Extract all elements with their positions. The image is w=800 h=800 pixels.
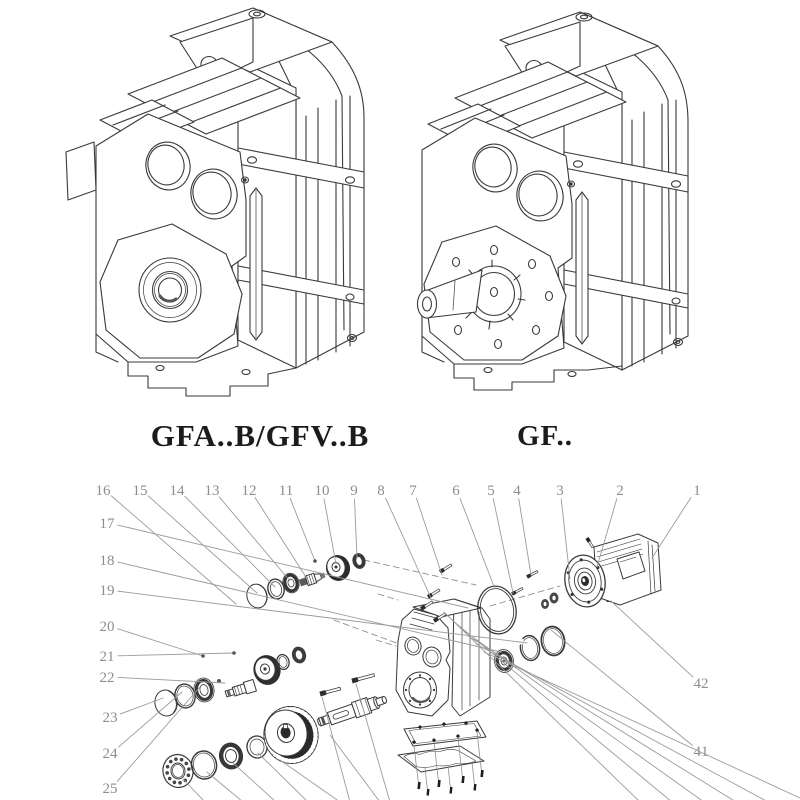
leader-line-1 [652, 498, 691, 558]
part-number-25: 25 [102, 781, 118, 797]
part-number-41: 41 [693, 744, 709, 760]
shaft-bolt-2 [351, 673, 374, 684]
shaft-bolt-1 [319, 686, 341, 696]
leader-line-11 [290, 498, 315, 561]
leader-line-6 [460, 498, 495, 589]
part-number-21: 21 [99, 649, 115, 665]
leader-line-41 [551, 630, 692, 745]
oil-seal [217, 741, 245, 772]
leader-line-20 [117, 629, 203, 656]
output-shaft-assembly [160, 673, 388, 790]
part-number-7: 7 [409, 483, 417, 499]
leader-line-21 [118, 653, 234, 656]
part-number-19: 19 [99, 583, 115, 599]
o-ring [539, 625, 567, 658]
gearbox-isometric-gf [418, 12, 689, 390]
part-number-3: 3 [556, 483, 564, 499]
input-shaft-assembly [244, 552, 367, 611]
leader-line-4 [519, 499, 531, 575]
leader-line-3 [561, 499, 570, 579]
part-number-10: 10 [314, 483, 330, 499]
part-number-14: 14 [169, 483, 185, 499]
model-label-gf: GF.. [516, 420, 574, 452]
part-number-13: 13 [204, 483, 220, 499]
part-number-12: 12 [241, 483, 257, 499]
spacer-ring [351, 552, 368, 571]
leader-line-5 [493, 499, 513, 593]
part-number-16: 16 [95, 483, 111, 499]
part-number-2: 2 [616, 483, 624, 499]
part-number-24: 24 [102, 746, 118, 762]
ball-bearing [160, 752, 195, 790]
part-number-11: 11 [278, 483, 294, 499]
intermediate-shaft [224, 679, 256, 699]
leader-arrow-dot-20 [201, 654, 205, 658]
part-number-9: 9 [350, 483, 358, 499]
leader-line-23 [120, 698, 163, 714]
output-helical-gear [258, 701, 324, 769]
model-label-gfab: GFA..B/GFV..B [150, 418, 370, 453]
gasket-and-pan [398, 721, 486, 796]
part-number-5: 5 [487, 483, 495, 499]
leader-line-42 [611, 601, 693, 677]
leader-line-16 [111, 496, 236, 604]
part-number-8: 8 [377, 483, 385, 499]
leader-line-25 [117, 687, 200, 781]
part-number-1: 1 [693, 483, 701, 499]
part-number-4: 4 [513, 483, 521, 499]
offpage-leader-lines [183, 612, 800, 800]
leader-line-9 [354, 499, 357, 558]
leader-arrow-dot-21 [232, 651, 236, 655]
part-number-17: 17 [99, 516, 115, 532]
part-number-22: 22 [99, 670, 115, 686]
part-number-15: 15 [132, 483, 148, 499]
leader-line-12 [255, 498, 306, 577]
leader-line-8 [386, 498, 431, 598]
part-number-20: 20 [99, 619, 115, 635]
part-number-42: 42 [693, 676, 709, 692]
leader-line-7 [417, 499, 442, 575]
snap-ring [518, 634, 542, 662]
leader-arrow-dot-11 [313, 559, 317, 563]
exploded-parts-diagram [96, 483, 800, 800]
part-number-18: 18 [99, 553, 115, 569]
leader-line-17 [118, 525, 468, 608]
leader-line-15 [148, 496, 257, 593]
output-shaft-exploded [316, 692, 389, 731]
pinion-shaft [298, 570, 326, 588]
gearbox-isometric-gfab [66, 8, 364, 396]
leader-line-24 [118, 692, 182, 747]
part-number-23: 23 [102, 710, 118, 726]
leader-line-10 [324, 499, 336, 564]
helical-gear-1 [323, 552, 353, 583]
motor-assembly [561, 534, 661, 610]
part-number-6: 6 [452, 483, 460, 499]
helical-gear-2 [250, 652, 284, 688]
